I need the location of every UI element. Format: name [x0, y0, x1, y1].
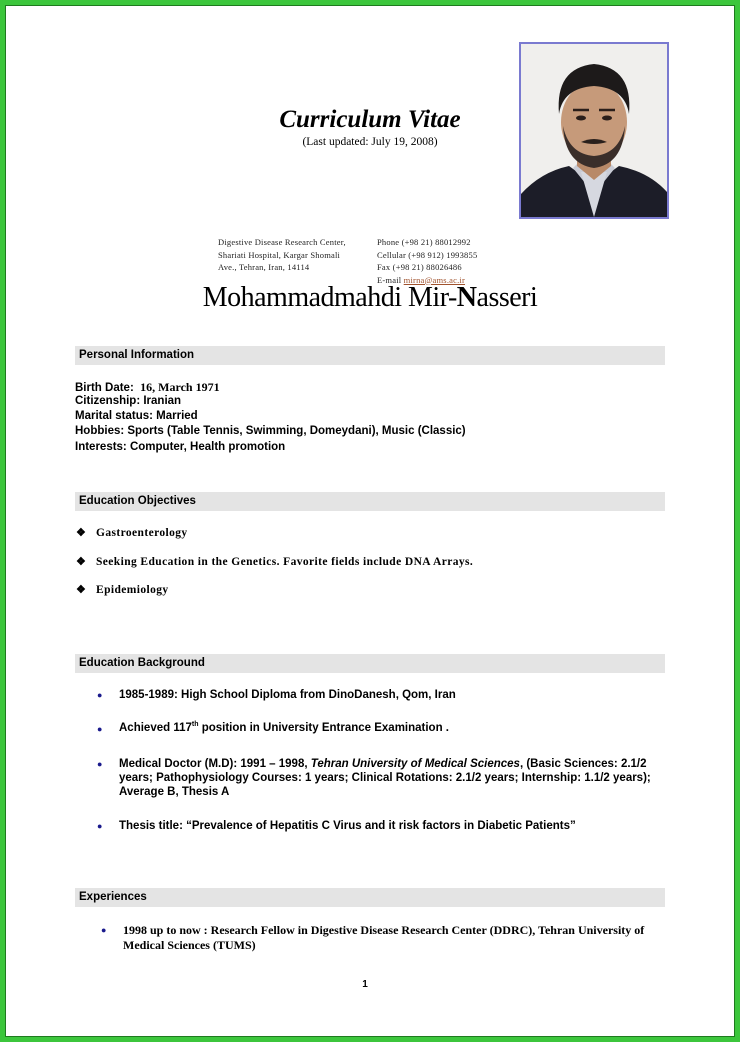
- citizenship: Citizenship: Iranian: [75, 395, 182, 407]
- ordinal-suffix: th: [191, 721, 199, 729]
- education-text: Achieved 117: [119, 722, 192, 734]
- address-line: Shariati Hospital, Kargar Shomali: [218, 249, 341, 260]
- university-name: Tehran University of Medical Sciences: [310, 758, 520, 770]
- education-item: 1985-1989: High School Diploma from DinoDanesh, Qom, Iran: [119, 689, 456, 701]
- diamond-bullet-icon: ❖: [76, 584, 87, 596]
- fax-text: Fax (+98 21) 88026486: [377, 262, 462, 272]
- bullet-icon: ●: [101, 925, 107, 935]
- name-first: Mohammadmahdi Mir-: [202, 282, 457, 313]
- email-link[interactable]: mirna@ams.ac.ir: [403, 274, 466, 285]
- education-item: [119, 721, 669, 735]
- full-name: [120, 282, 620, 314]
- section-personal-information: Personal Information: [75, 346, 665, 365]
- address-line: Digestive Disease Research Center,: [218, 237, 346, 247]
- bullet-icon: ●: [97, 821, 103, 831]
- experience-item: 1998 up to now : Research Fellow in Digestive Disease Research Center (DDRC), Tehran University of Medical Sciences (TUMS): [123, 923, 645, 952]
- objective-item: [76, 526, 188, 539]
- objective-text: Gastroenterology: [96, 527, 188, 539]
- education-item: [119, 757, 669, 799]
- hobbies: Hobbies: Sports (Table Tennis, Swimming, Domeydani), Music (Classic): [75, 425, 466, 437]
- birth-label: Birth Date:: [75, 382, 134, 394]
- contact-block: [377, 236, 517, 286]
- bullet-icon: ●: [97, 724, 103, 734]
- diamond-bullet-icon: ❖: [76, 527, 87, 539]
- interests: Interests: Computer, Health promotion: [75, 441, 286, 453]
- section-education-objectives: Education Objectives: [75, 492, 665, 511]
- cv-title: Curriculum Vitae: [279, 106, 461, 133]
- address-line: Ave., Tehran, Iran, 14114: [218, 262, 310, 272]
- objective-text: Epidemiology: [96, 584, 169, 596]
- address-block: [218, 236, 368, 274]
- page-number: 1: [362, 979, 368, 990]
- birth-value: 16, March 1971: [140, 380, 220, 394]
- bullet-icon: ●: [97, 690, 103, 700]
- name-initial: N: [456, 282, 477, 313]
- birth-date: [75, 380, 220, 395]
- phone-text: Phone (+98 21) 88012992: [377, 237, 471, 247]
- objective-item: [76, 555, 473, 568]
- bullet-icon: ●: [97, 759, 103, 769]
- portrait-photo: [519, 42, 669, 219]
- education-text: Medical Doctor (M.D): 1991 – 1998,: [119, 758, 311, 770]
- marital-status: Marital status: Married: [75, 410, 198, 422]
- education-text: , (Basic Sciences: 2.1/2 years; Pathophysiology Courses: 1 years; Clinical Rotations: 2.1/2 years; Internship: 1.1/2 years); Average B, Thesis A: [119, 758, 651, 798]
- education-item: Thesis title: “Prevalence of Hepatitis C Virus and it risk factors in Diabetic Patients”: [119, 820, 576, 832]
- last-updated: (Last updated: July 19, 2008): [302, 136, 438, 148]
- email-label: E-mail: [377, 274, 402, 285]
- education-text: position in University Entrance Examination .: [198, 722, 449, 734]
- diamond-bullet-icon: ❖: [76, 556, 87, 568]
- name-last: asseri: [476, 282, 538, 313]
- section-education-background: Education Background: [75, 654, 665, 673]
- objective-item: [76, 583, 169, 596]
- objective-text: Seeking Education in the Genetics. Favorite fields include DNA Arrays.: [96, 556, 474, 568]
- section-experiences: Experiences: [75, 888, 665, 907]
- cellular-text: Cellular (+98 912) 1993855: [377, 249, 478, 260]
- portrait-illustration: [521, 44, 667, 217]
